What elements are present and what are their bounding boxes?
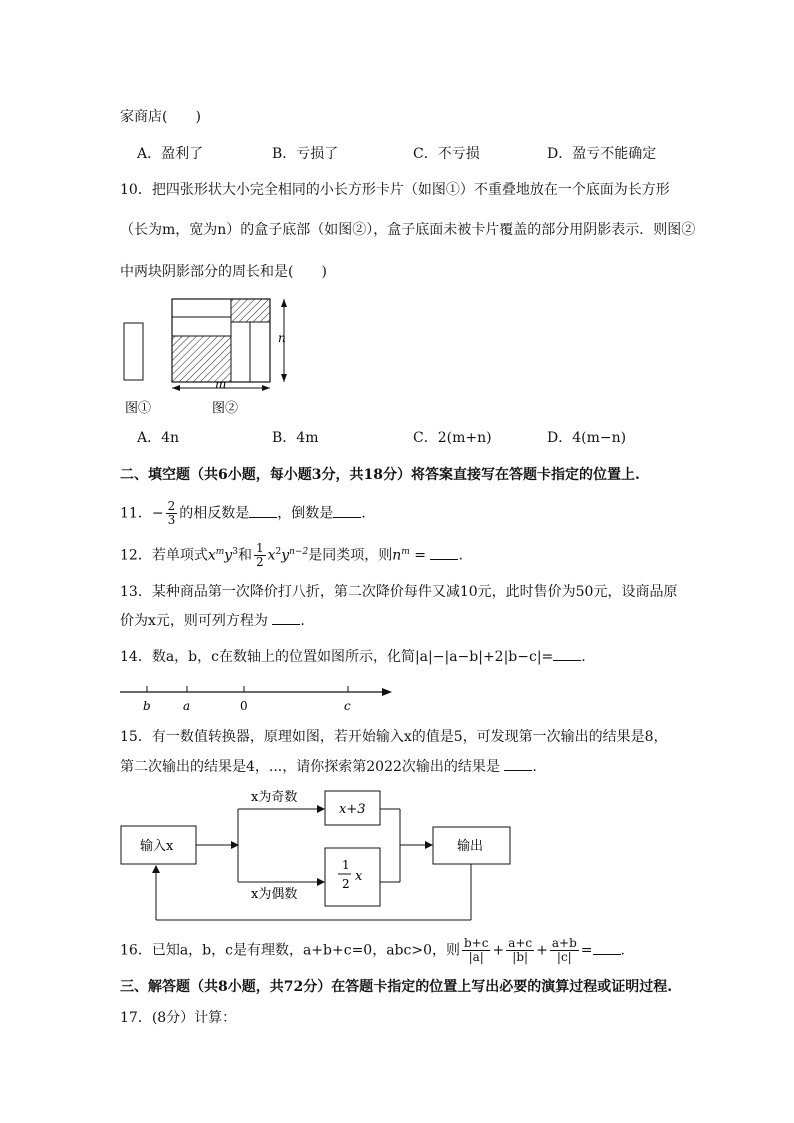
question-15-line-2: 第二次输出的结果是4，...，请你探索第2022次输出的结果是 . [120, 759, 537, 775]
answer-blank [504, 758, 532, 771]
question-14: 14．数a，b，c在数轴上的位置如图所示，化简|a|−|a−b|+2|b−c|= . [120, 649, 586, 665]
q10-option-d: D．4(m−n) [547, 430, 627, 446]
answer-blank [272, 612, 300, 625]
output-box-label: 输出 [457, 839, 484, 854]
answer-blank [333, 505, 361, 518]
single-card [124, 323, 143, 380]
axis-label-c: c [344, 699, 351, 713]
q9-option-d: D．盈亏不能确定 [547, 146, 657, 162]
converter-flowchart [118, 782, 518, 927]
fraction-a-plus-c: $\frac{a+c}{|b|}$ [508, 936, 533, 964]
question-13-line-2: 价为x元，则可列方程为 . [120, 613, 305, 629]
question-17: 17．(8分）计算： [120, 1010, 237, 1026]
question-9-tail: 家商店( ) [120, 109, 201, 125]
half-variable: x [355, 869, 363, 884]
q9-option-b: B．亏损了 [272, 146, 339, 162]
figure-1-label: 图① [125, 401, 152, 416]
question-16: 16．已知a，b，c是有理数，a+b+c=0，abc>0，则 $\frac{b+c}{|a|}$ + $\frac{a+c}{|b|}$ + $\frac{a+b}{|c|}$ = . [120, 936, 625, 964]
question-10-line-1: 10．把四张形状大小完全相同的小长方形卡片（如图①）不重叠地放在一个底面为长方形 [120, 182, 670, 198]
axis-label-b: b [143, 699, 151, 713]
input-box-label: 输入x [140, 839, 174, 854]
fraction-a-plus-b: $\frac{a+b}{|c|}$ [551, 936, 577, 964]
card-box-figure [115, 290, 315, 420]
fraction-b-plus-c: $\frac{b+c}{|a|}$ [464, 936, 489, 964]
answer-blank [553, 648, 581, 661]
shaded-region-top-right [231, 299, 270, 322]
question-15-line-1: 15．有一数值转换器，原理如图，若开始输入x的值是5，可发现第一次输出的结果是8， [120, 729, 668, 745]
answer-blank [430, 547, 458, 560]
dimension-m: m [215, 377, 227, 391]
question-10-line-2: （长为m，宽为n）的盒子底部（如图②），盒子底面未被卡片覆盖的部分用阴影表示．则图② [120, 222, 696, 238]
section-2-heading: 二、填空题（共6小题，每小题3分，共18分）将答案直接写在答题卡指定的位置上. [120, 467, 640, 483]
add-three-label: x+3 [339, 802, 366, 817]
axis-label-a: a [183, 699, 191, 713]
odd-branch-label: x为奇数 [251, 790, 298, 805]
question-12: 12．若单项式$x^my^3$和 $\frac{1}{2}$ $x^2y^{n-2}$是同类项，则$n^m$ = . [120, 541, 463, 570]
number-line [118, 682, 398, 718]
even-branch-label: x为偶数 [251, 887, 298, 902]
answer-blank [249, 505, 277, 518]
question-10-line-3: 中两块阴影部分的周长和是( ) [120, 264, 327, 280]
q10-option-a: A．4n [137, 430, 180, 446]
q9-option-a: A．盈利了 [137, 146, 204, 162]
question-11: 11．− $\frac{2}{3}$ 的相反数是 ，倒数是 . [120, 499, 366, 527]
question-13-line-1: 13．某种商品第一次降价打八折，第二次降价每件又减10元，此时售价为50元，设商品原 [120, 584, 678, 600]
q9-option-c: C．不亏损 [413, 146, 480, 162]
figure-2-label: 图② [212, 401, 239, 416]
answer-blank [593, 942, 621, 955]
dimension-n: n [278, 331, 286, 345]
fraction-2-3: $\frac{2}{3}$ [167, 499, 176, 527]
half-box [325, 848, 380, 906]
section-3-heading: 三、解答题（共8小题，共72分）在答题卡指定的位置上写出必要的演算过程或证明过程. [120, 979, 673, 995]
q10-option-c: C．2(m+n) [413, 430, 492, 446]
shaded-region-bottom-left [172, 336, 231, 382]
fraction-1-2: $\frac{1}{2}$ [255, 541, 264, 570]
q10-option-b: B．4m [272, 430, 319, 446]
half-denominator: 2 [342, 877, 350, 891]
half-numerator: 1 [342, 858, 350, 872]
axis-label-zero: 0 [240, 699, 248, 713]
